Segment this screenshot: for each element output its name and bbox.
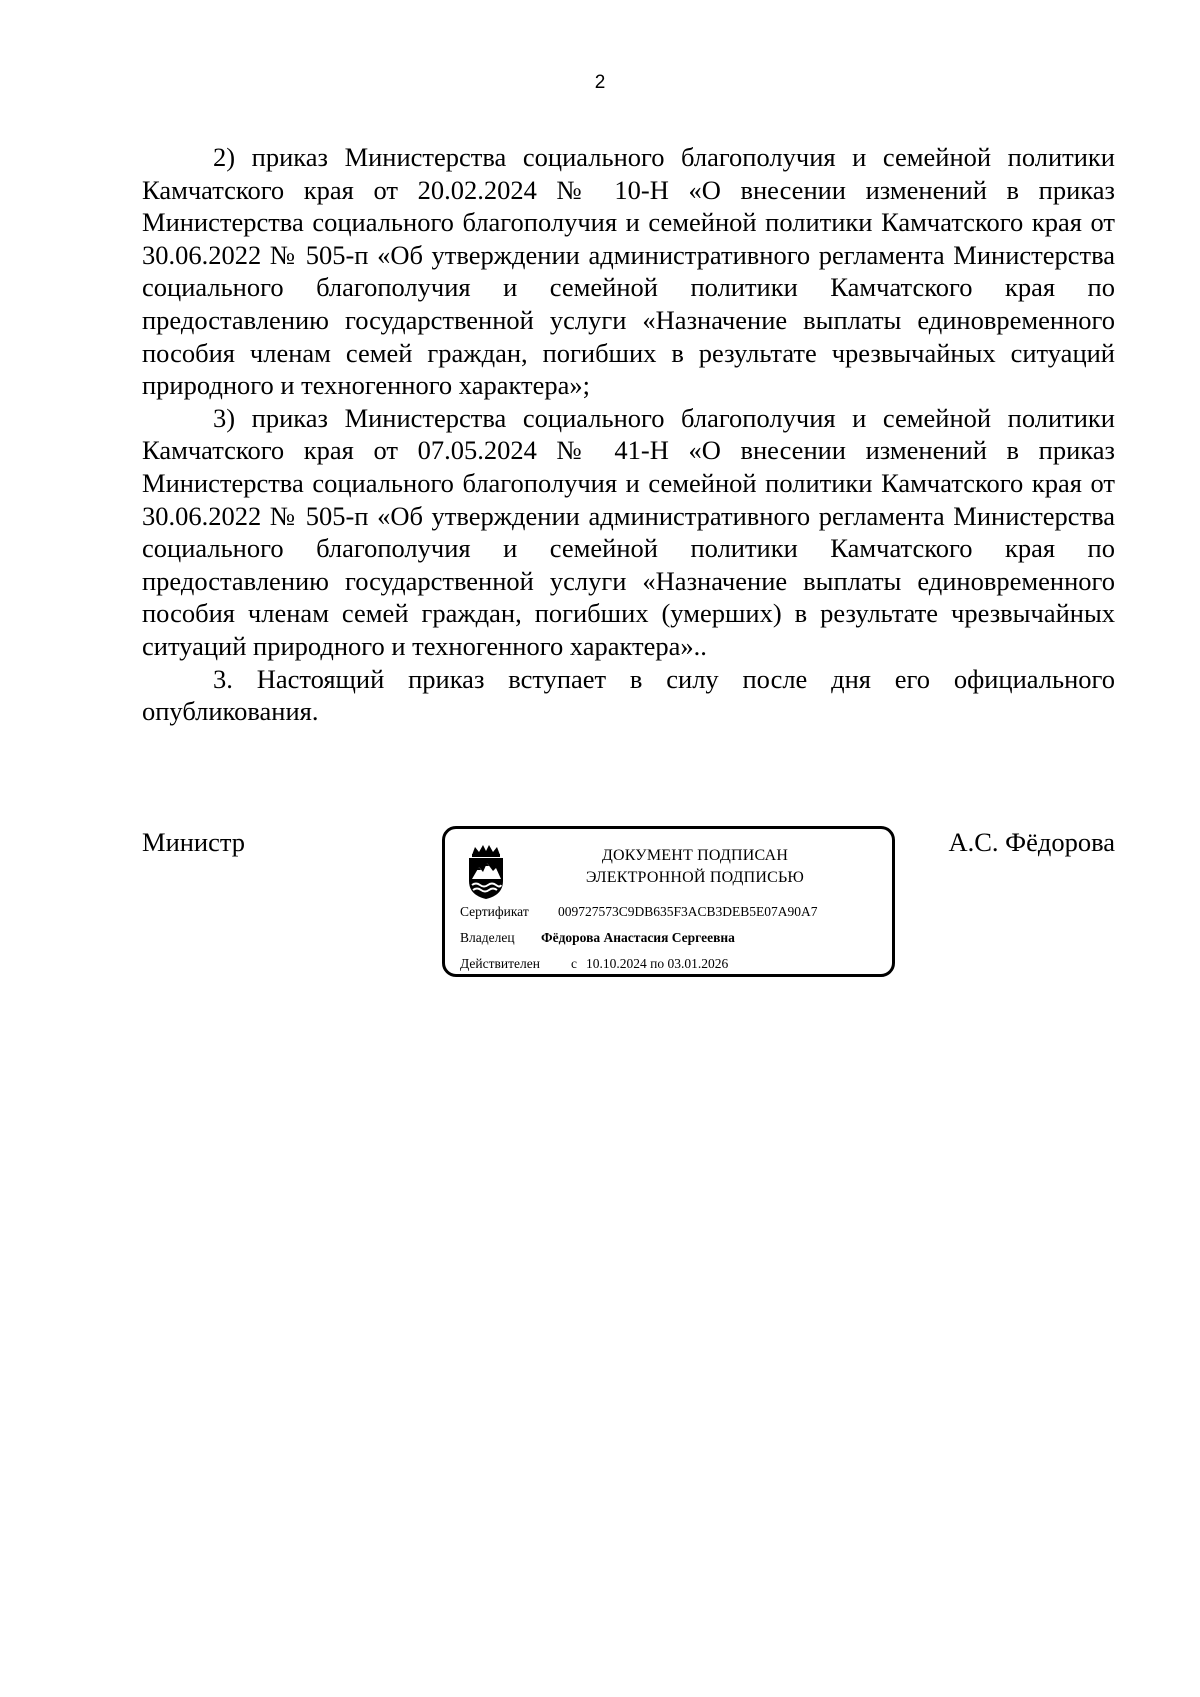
stamp-title-line-2: ЭЛЕКТРОННОЙ ПОДПИСЬЮ xyxy=(585,869,805,886)
owner-value: Фёдорова Анастасия Сергеевна xyxy=(541,930,735,945)
certificate-label: Сертификат xyxy=(460,904,529,919)
document-body xyxy=(142,141,1115,728)
validity-label: Действителен xyxy=(460,956,540,971)
paragraph-item-3: 3) приказ Министерства социального благополучия и семейной политики Камчатского края от 07.05.2024 № 41-Н «О внесении изменений в приказ Министерства социального благополучия и семейной политики Камчатского края от 30.06.2022 № 505-п «Об утверждении административного регламента Министерства социального благополучия и семейной политики Камчатского края по предоставлению государственной услуги «Назначение выплаты единовременного пособия членам семей граждан, погибших (умерших) в результате чрезвычайных ситуаций природного и техногенного характера».. xyxy=(142,402,1115,661)
certificate-value: 009727573C9DB635F3ACB3DEB5E07A90A7 xyxy=(558,904,818,919)
signatory-name: А.С. Фёдорова xyxy=(948,827,1115,857)
validity-from-label: с xyxy=(571,956,577,971)
stamp-certificate-row xyxy=(460,903,818,921)
kamchatka-coat-of-arms-icon xyxy=(463,843,509,901)
signatory-position: Министр xyxy=(142,827,246,857)
validity-value: 10.10.2024 по 03.01.2026 xyxy=(586,956,729,971)
owner-label: Владелец xyxy=(460,930,515,945)
stamp-validity-row xyxy=(460,955,729,973)
stamp-title-line-1: ДОКУМЕНТ ПОДПИСАН xyxy=(601,847,789,864)
electronic-signature-stamp xyxy=(442,826,895,977)
paragraph-item-2: 2) приказ Министерства социального благополучия и семейной политики Камчатского края от 20.02.2024 № 10-Н «О внесении изменений в приказ Министерства социального благополучия и семейной политики Камчатского края от 30.06.2022 № 505-п «Об утверждении административного регламента Министерства социального благополучия и семейной политики Камчатского края по предоставлению государственной услуги «Назначение выплаты единовременного пособия членам семей граждан, погибших в результате чрезвычайных ситуаций природного и техногенного характера»; xyxy=(142,142,1115,401)
stamp-owner-row xyxy=(460,929,735,947)
page-number: 2 xyxy=(594,72,606,93)
signature-block xyxy=(142,826,1115,986)
paragraph-clause-3: 3. Настоящий приказ вступает в силу после дня его официального опубликования. xyxy=(142,663,1115,727)
